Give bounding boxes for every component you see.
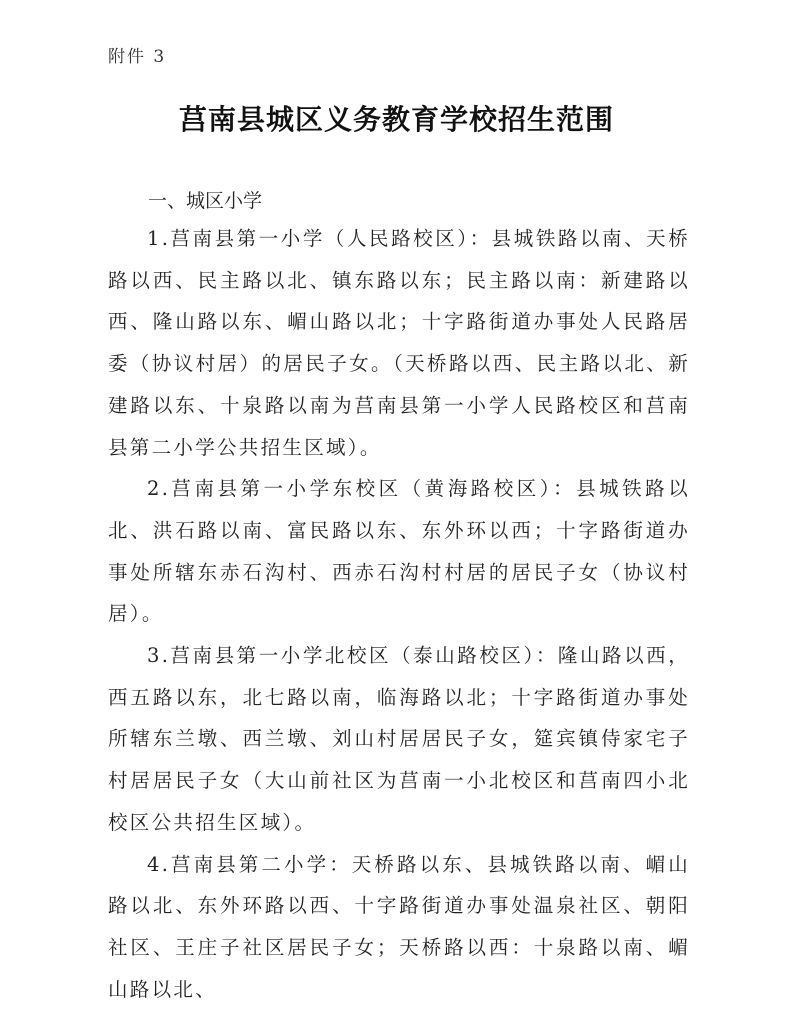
paragraph-school-4: 4.莒南县第二小学：天桥路以东、县城铁路以南、嵋山路以北、东外环路以西、十字路街道办事处温泉社区、朝阳社区、王庄子社区居民子女；天桥路以西：十泉路以南、嵋山路以北、 [108, 852, 690, 1001]
document-title: 莒南县城区义务教育学校招生范围 [178, 103, 614, 136]
paragraph-school-1: 1.莒南县第一小学（人民路校区）：县城铁路以南、天桥路以西、民主路以北、镇东路以东；民主路以南：新建路以西、隆山路以东、嵋山路以北；十字路街道办事处人民路居委（协议村居）的居民子女。（天桥路以西、民主路以北、新建路以东、十泉路以南为莒南县第一小学人民路校区和莒南县第二小学公共招生区域）。 [108, 227, 690, 459]
paragraph-school-3: 3.莒南县第一小学北校区（泰山路校区）：隆山路以西，西五路以东，北七路以南，临海路以北；十字路街道办事处所辖东兰墩、西兰墩、刘山村居居民子女，筵宾镇侍家宅子村居居民子女（大山前社区为莒南一小北校区和莒南四小北校区公共招生区域）。 [108, 644, 690, 834]
attachment-label: 附件 3 [108, 47, 167, 67]
document-body [108, 218, 690, 1010]
section-heading-urban-primary: 一、城区小学 [148, 190, 263, 212]
paragraph-school-2: 2.莒南县第一小学东校区（黄海路校区）：县城铁路以北、洪石路以南、富民路以东、东外环以西；十字路街道办事处所辖东赤石沟村、西赤石沟村村居的居民子女（协议村居）。 [108, 477, 690, 626]
